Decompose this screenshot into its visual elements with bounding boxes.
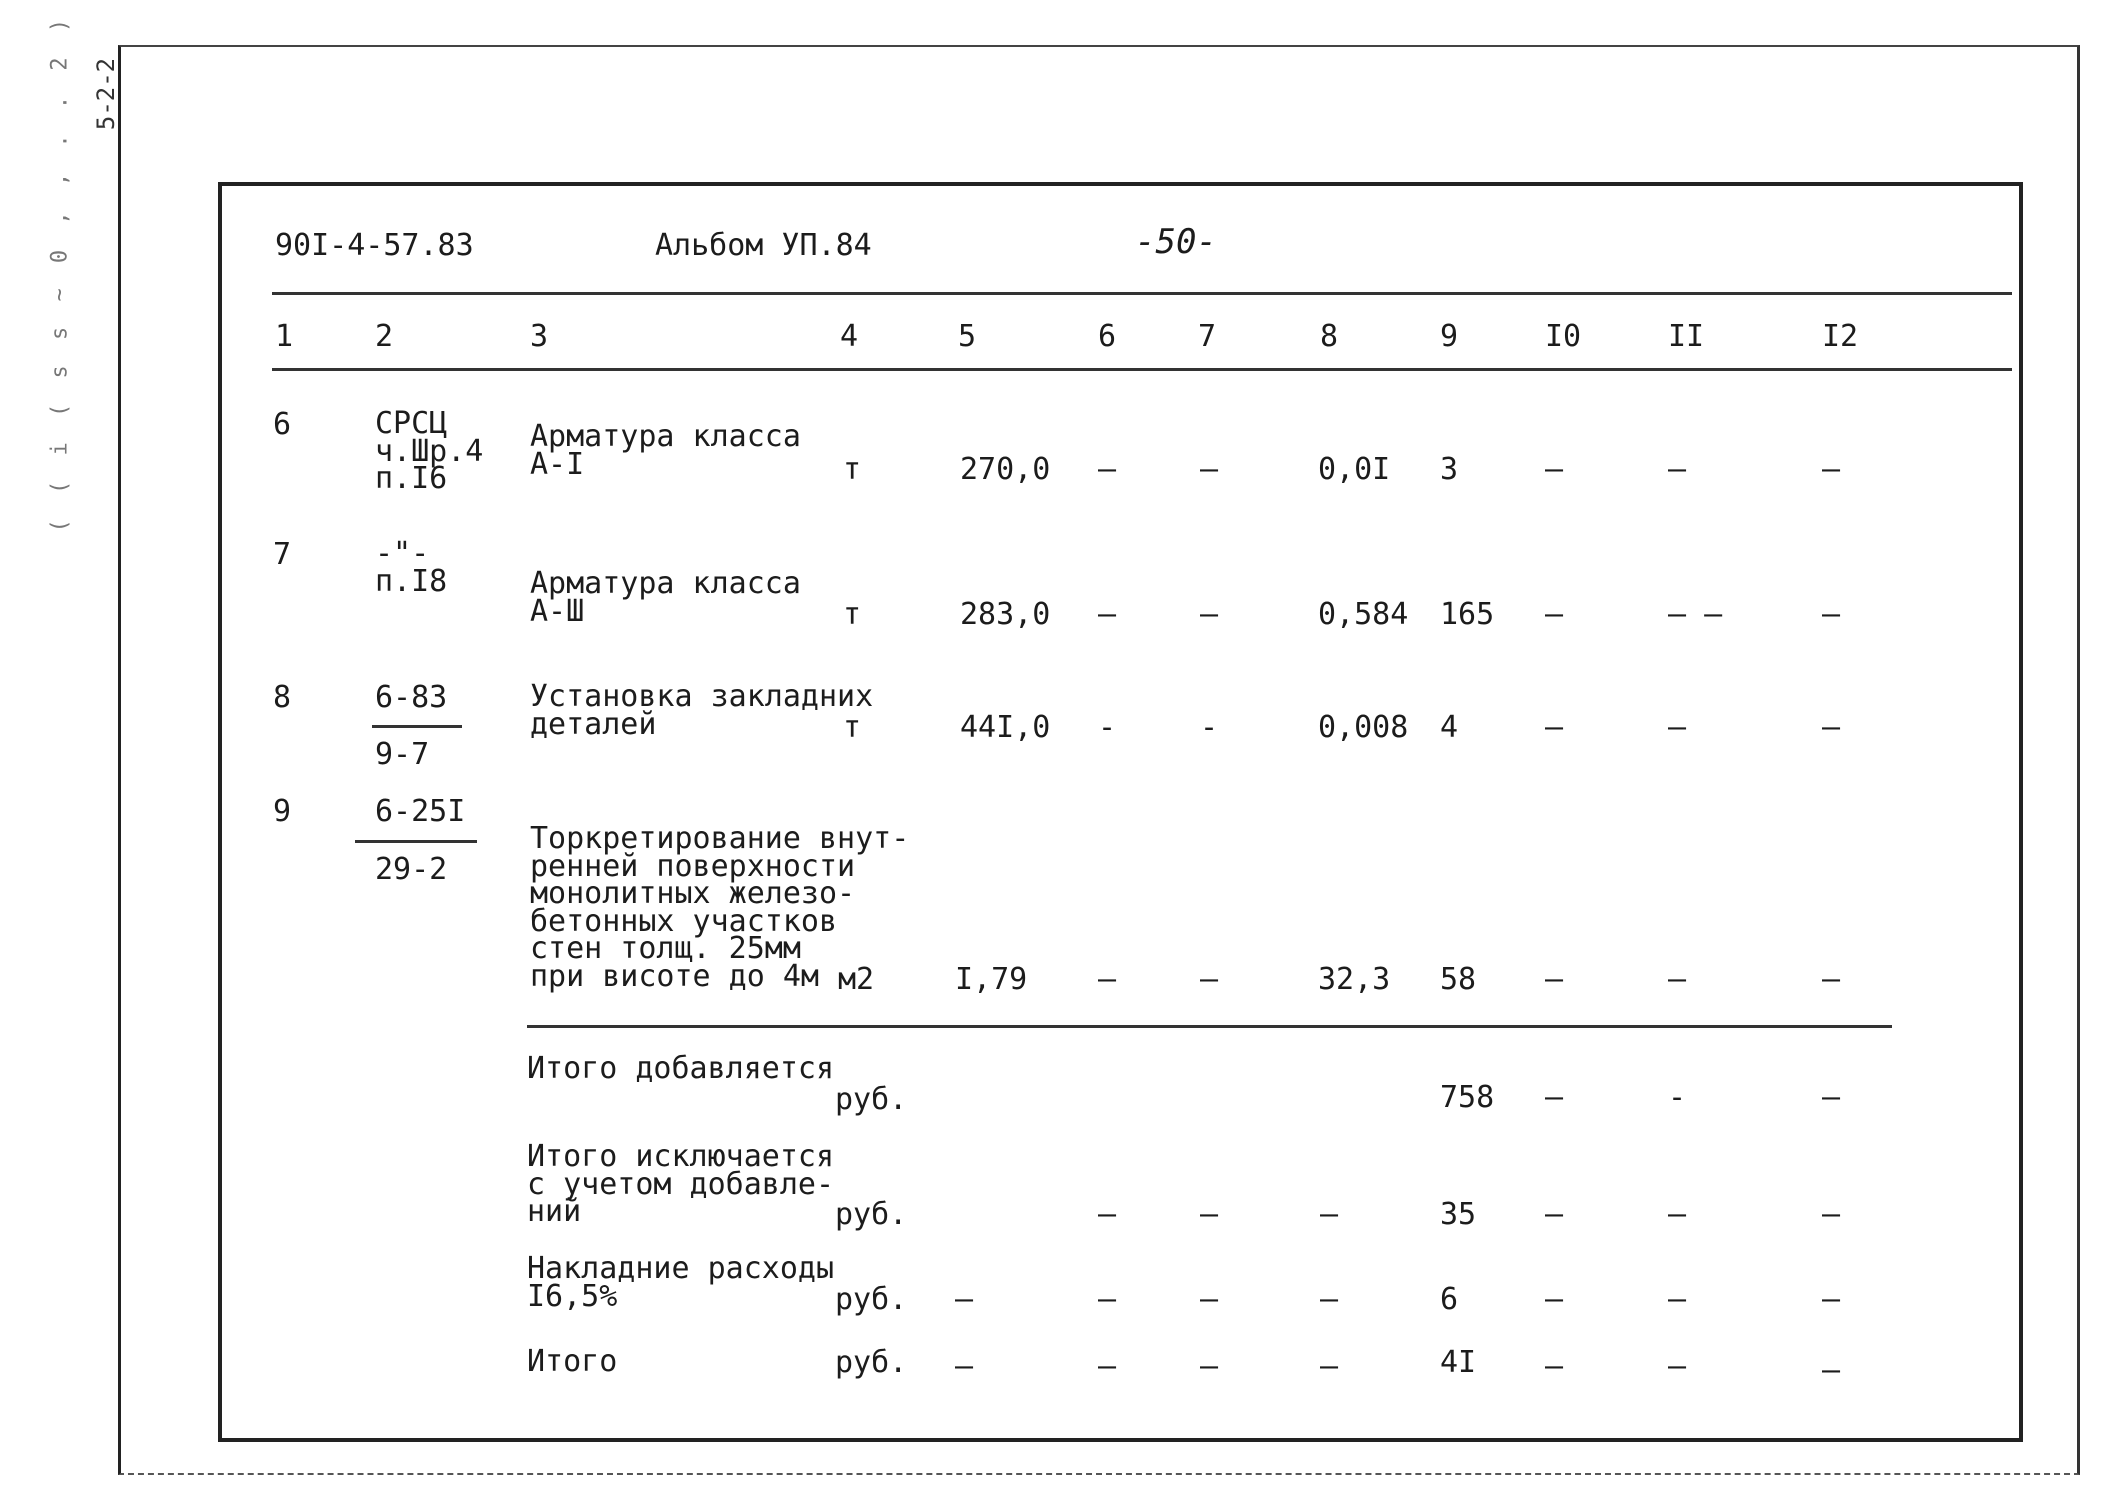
totals-c11: – bbox=[1668, 1349, 1687, 1384]
row-c5: 270,0 bbox=[960, 452, 1051, 487]
row-ref-numerator: 6-83 bbox=[375, 680, 448, 715]
row-c10: – bbox=[1545, 710, 1564, 745]
row-unit: т bbox=[843, 452, 862, 487]
row-ref: -"- п.I8 bbox=[375, 536, 448, 599]
inner-frame bbox=[218, 182, 2023, 1442]
col-3: 3 bbox=[530, 319, 549, 354]
row-c11: – bbox=[1668, 452, 1687, 487]
totals-name: Накладние расходы I6,5% bbox=[527, 1251, 835, 1314]
totals-name: Итого исключается с учетом добавле- ний bbox=[527, 1139, 835, 1230]
totals-c6: – bbox=[1098, 1282, 1117, 1317]
row-c7: – bbox=[1200, 962, 1219, 997]
totals-unit: руб. bbox=[835, 1345, 908, 1380]
row-c6: – bbox=[1098, 962, 1117, 997]
row-c11: – – bbox=[1668, 597, 1723, 632]
row-c8: 32,3 bbox=[1318, 962, 1391, 997]
totals-c6: – bbox=[1098, 1349, 1117, 1384]
row-c6: – bbox=[1098, 597, 1117, 632]
totals-c8: – bbox=[1320, 1197, 1339, 1232]
col-5: 5 bbox=[958, 319, 977, 354]
header-rule bbox=[272, 292, 2012, 295]
row-c11: – bbox=[1668, 710, 1687, 745]
row-c8: 0,0I bbox=[1318, 452, 1391, 487]
col-1: 1 bbox=[275, 319, 294, 354]
row-c12: – bbox=[1822, 962, 1841, 997]
doc-code: 90I-4-57.83 bbox=[275, 228, 474, 263]
totals-c12: – bbox=[1822, 1282, 1841, 1317]
row-c8: 0,584 bbox=[1318, 597, 1409, 632]
row-c10: – bbox=[1545, 597, 1564, 632]
col-11: II bbox=[1668, 319, 1705, 354]
row-c9: 3 bbox=[1440, 452, 1459, 487]
col-10: I0 bbox=[1545, 319, 1582, 354]
totals-unit: руб. bbox=[835, 1282, 908, 1317]
totals-name: Итого добавляется bbox=[527, 1051, 835, 1086]
totals-c8: – bbox=[1320, 1349, 1339, 1384]
row-ref-denominator: 29-2 bbox=[375, 852, 448, 887]
fraction-line bbox=[355, 840, 477, 843]
row-c9: 4 bbox=[1440, 710, 1459, 745]
totals-c8: – bbox=[1320, 1282, 1339, 1317]
row-c7: - bbox=[1200, 710, 1219, 745]
totals-c9: 4I bbox=[1440, 1345, 1477, 1380]
col-6: 6 bbox=[1098, 319, 1117, 354]
row-c9: 58 bbox=[1440, 962, 1477, 997]
totals-unit: руб. bbox=[835, 1082, 908, 1117]
totals-c10: – bbox=[1545, 1080, 1564, 1115]
totals-c10: – bbox=[1545, 1197, 1564, 1232]
album-label: Альбом УП.84 bbox=[655, 228, 872, 263]
col-9: 9 bbox=[1440, 319, 1459, 354]
row-c5: I,79 bbox=[955, 962, 1028, 997]
page-number: -50- bbox=[1135, 222, 1217, 262]
row-c5: 44I,0 bbox=[960, 710, 1051, 745]
row-c8: 0,008 bbox=[1318, 710, 1409, 745]
row-ref: СРСЦ ч.Шр.4 п.I6 bbox=[375, 406, 484, 497]
totals-c9: 758 bbox=[1440, 1080, 1495, 1115]
row-name: Арматура класса А-I bbox=[530, 419, 801, 482]
columns-rule bbox=[272, 368, 2012, 371]
col-12: I2 bbox=[1822, 319, 1859, 354]
row-name: Торкретирование внут- ренней поверхности монолитных железо- бетонных участков стен толщ. 25мм при висоте до 4м bbox=[530, 821, 910, 994]
totals-c11: – bbox=[1668, 1282, 1687, 1317]
col-8: 8 bbox=[1320, 319, 1339, 354]
row-unit: т bbox=[843, 710, 862, 745]
totals-c11: – bbox=[1668, 1197, 1687, 1232]
totals-c10: – bbox=[1545, 1282, 1564, 1317]
totals-rule bbox=[527, 1025, 1892, 1028]
row-ref-denominator: 9-7 bbox=[375, 737, 430, 772]
totals-c11: - bbox=[1668, 1080, 1687, 1115]
totals-c5: – bbox=[955, 1282, 974, 1317]
totals-c7: – bbox=[1200, 1197, 1219, 1232]
row-c12: – bbox=[1822, 452, 1841, 487]
totals-c10: – bbox=[1545, 1349, 1564, 1384]
margin-code: 5-2-2 bbox=[92, 57, 121, 131]
row-unit: т bbox=[843, 597, 862, 632]
row-c10: – bbox=[1545, 962, 1564, 997]
row-c11: – bbox=[1668, 962, 1687, 997]
row-c7: – bbox=[1200, 597, 1219, 632]
totals-c12: – bbox=[1822, 1197, 1841, 1232]
row-c9: 165 bbox=[1440, 597, 1495, 632]
totals-c9: 35 bbox=[1440, 1197, 1477, 1232]
totals-c9: 6 bbox=[1440, 1282, 1459, 1317]
row-c5: 283,0 bbox=[960, 597, 1051, 632]
row-c12: – bbox=[1822, 710, 1841, 745]
totals-c6: – bbox=[1098, 1197, 1117, 1232]
fraction-line bbox=[372, 725, 462, 728]
row-name: Арматура класса А-Ш bbox=[530, 566, 801, 629]
margin-note: ( ( i ( s s ~ 0 , , . . 2 ) bbox=[47, 12, 73, 533]
totals-c12: – bbox=[1822, 1353, 1841, 1388]
row-number: 9 bbox=[273, 794, 292, 829]
row-unit: м2 bbox=[838, 962, 875, 997]
row-c10: – bbox=[1545, 452, 1564, 487]
col-4: 4 bbox=[840, 319, 859, 354]
row-c7: – bbox=[1200, 452, 1219, 487]
row-number: 7 bbox=[273, 537, 292, 572]
row-c6: - bbox=[1098, 710, 1117, 745]
row-number: 8 bbox=[273, 680, 292, 715]
totals-c7: – bbox=[1200, 1282, 1219, 1317]
col-2: 2 bbox=[375, 319, 394, 354]
totals-unit: руб. bbox=[835, 1197, 908, 1232]
totals-c12: – bbox=[1822, 1080, 1841, 1115]
totals-c7: – bbox=[1200, 1349, 1219, 1384]
row-name: Установка закладних деталей bbox=[530, 679, 874, 742]
totals-name: Итого bbox=[527, 1344, 618, 1379]
row-number: 6 bbox=[273, 407, 292, 442]
row-ref-numerator: 6-25I bbox=[375, 794, 466, 829]
col-7: 7 bbox=[1198, 319, 1217, 354]
row-c12: – bbox=[1822, 597, 1841, 632]
row-c6: – bbox=[1098, 452, 1117, 487]
totals-c5: – bbox=[955, 1349, 974, 1384]
